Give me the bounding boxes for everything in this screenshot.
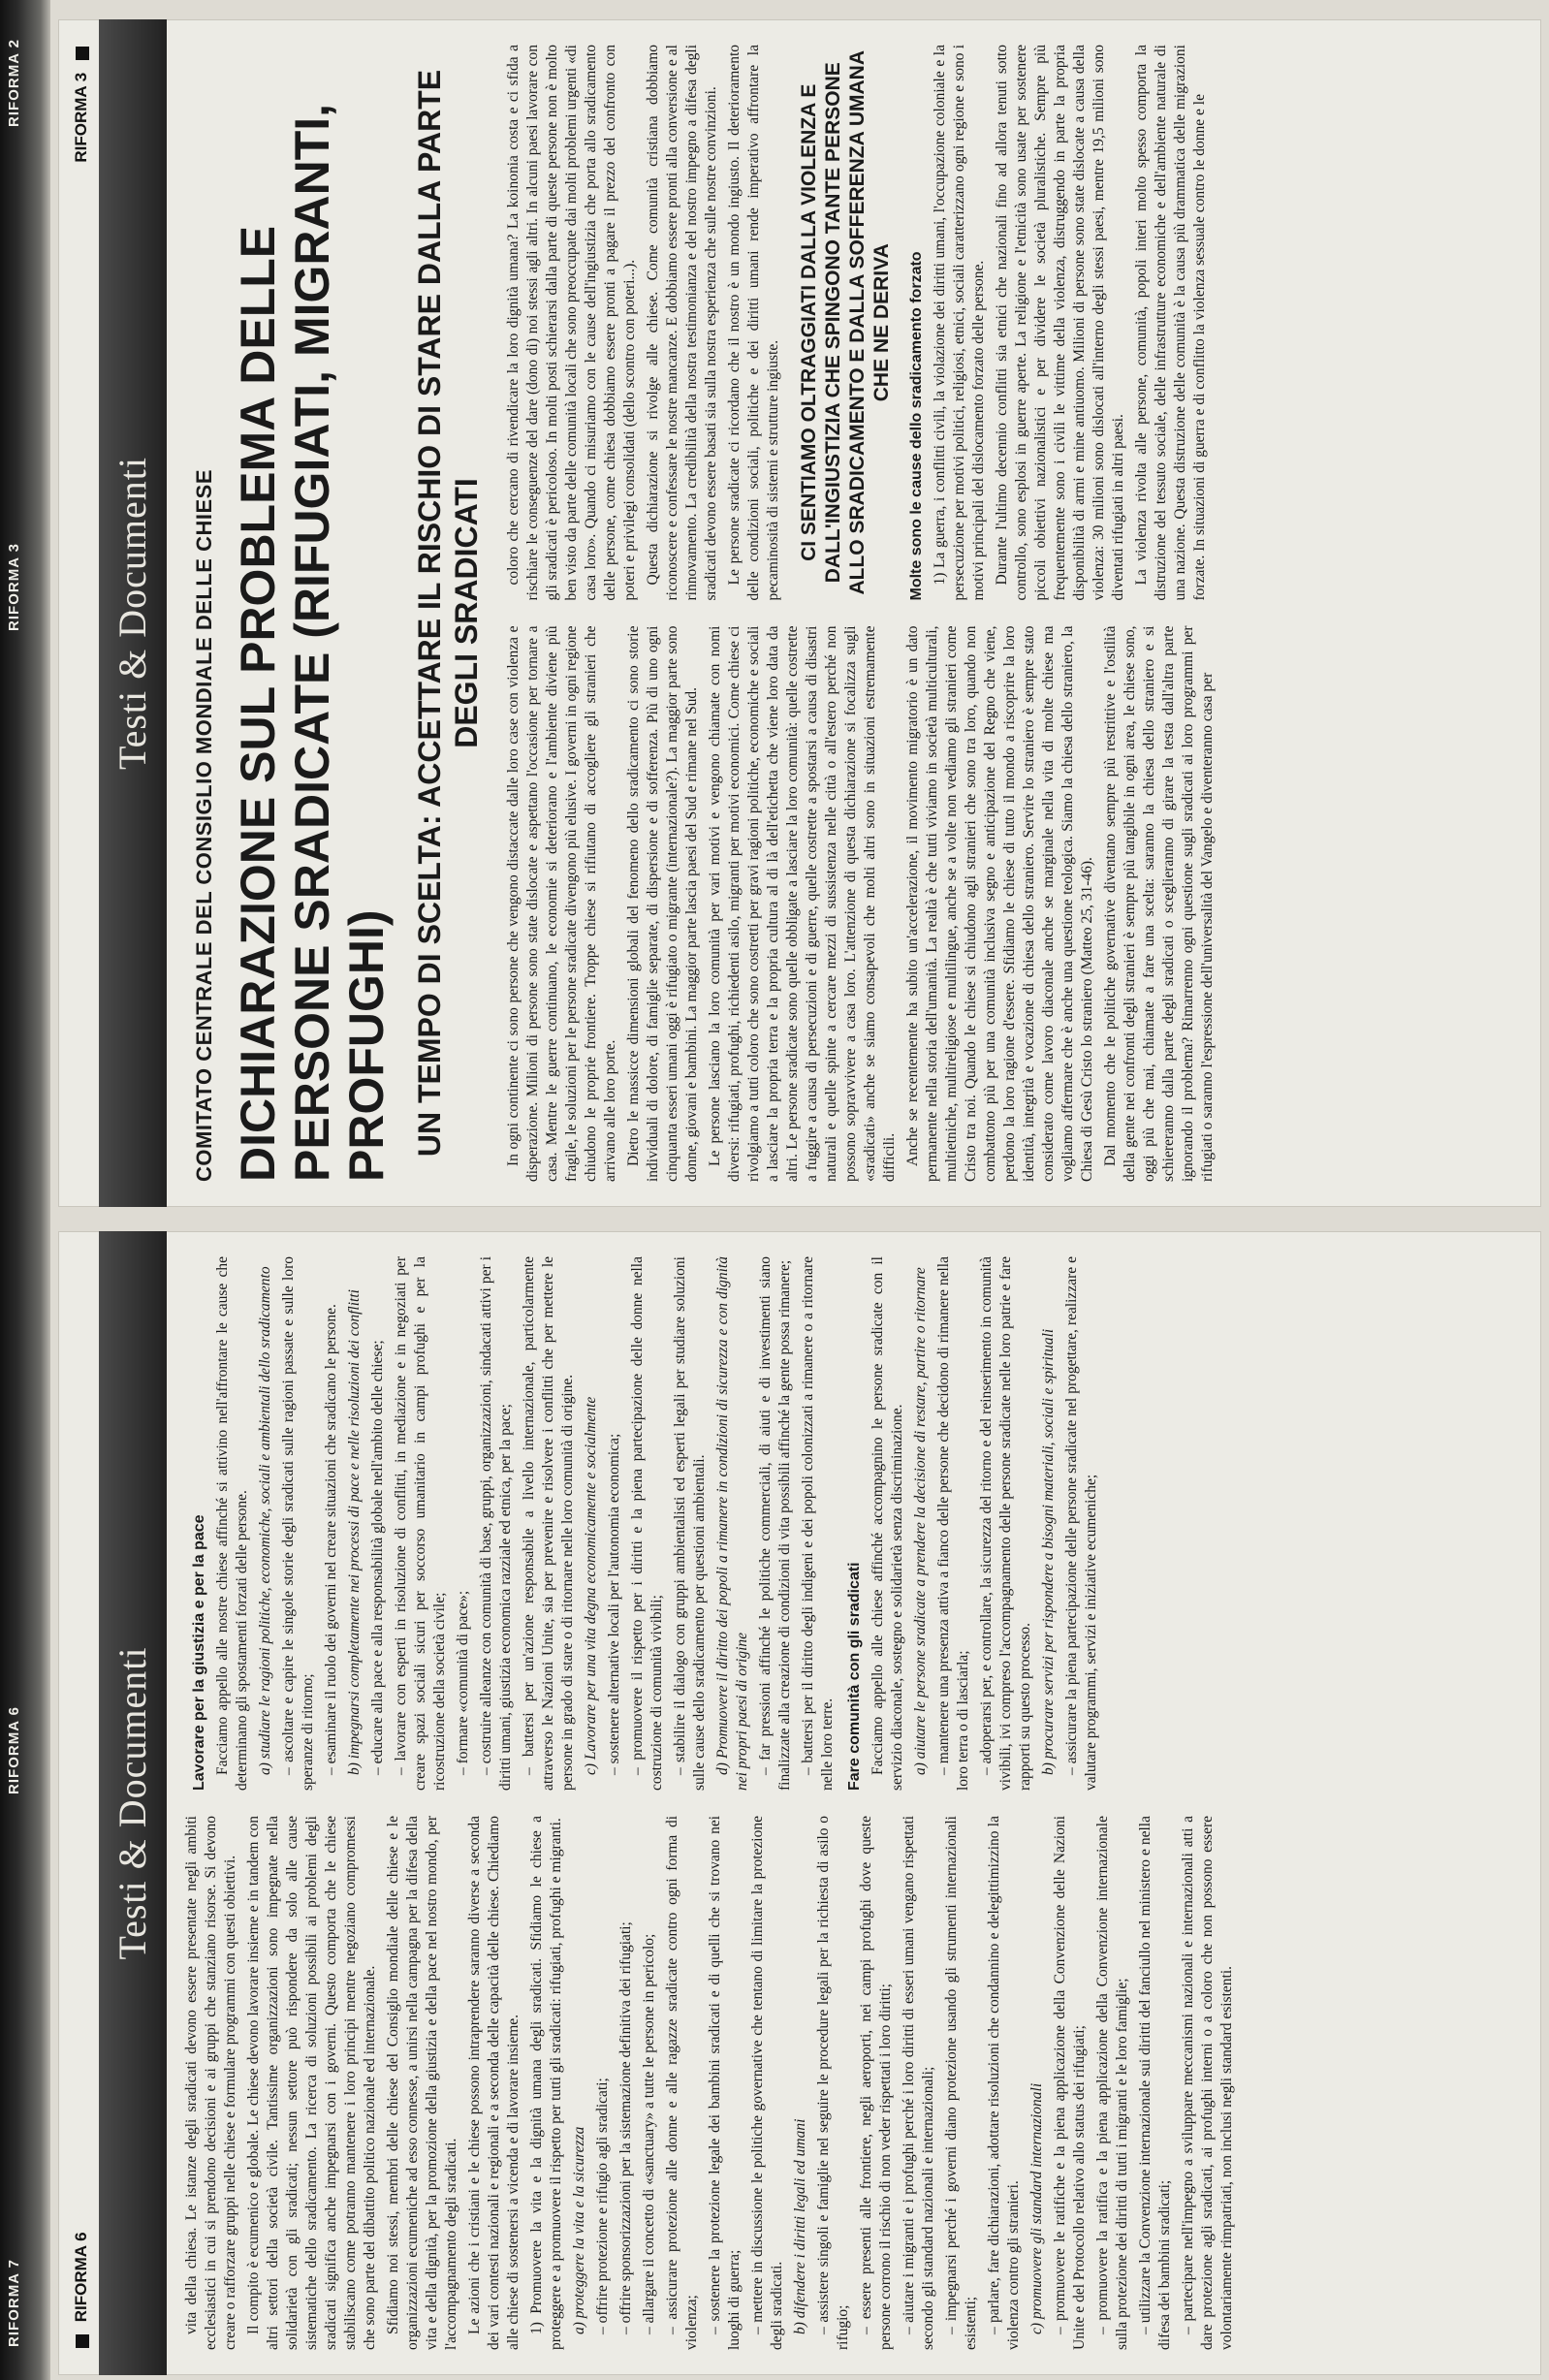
paragraph: Durante l'ultimo decennio conflitti sia etnici che nazionali fino ad allora tenuti sotto controllo, sono esplosi in guerre aperte. La religione e l'etnicità sono usate per sostenere piccoli obiettivi nazionalistici e per dividere le società pluralistiche. Sempre più frequentemente sono i civili le vittime della violenza, distruggendo in parte la propria disponibilità di armi e mine antiuomo. Milioni di persone sono state dislocate a causa della violenza: 30 milioni sono dislocati all'interno degli stessi paesi, mentre 19,5 milioni sono diventati rifugiati in altri paesi.: [994, 45, 1126, 601]
list-heading: a) proteggere la vita e la sicurezza: [571, 2126, 587, 2334]
article-subtitle: UN TEMPO DI SCELTA: ACCETTARE IL RISCHIO DI STARE DALLA PARTE DEGLI SRADICATI: [412, 69, 484, 1158]
list-heading: b) procurare servizi per rispondere a bisogni materiali, sociali e spirituali: [1040, 1328, 1057, 1775]
folio-brand: RIFORMA: [72, 2245, 90, 2323]
paragraph: Sfidiamo noi stessi, membri delle chiese del Consiglio mondiale delle chiese e le organizzazioni ecumeniche ad esso connesse, a unirsi nella campagna per la difesa della vita e della dignità, per la promozione della giustizia e della pace nel nostro mondo, per l'accompagnamento degli sradicati.: [385, 1816, 459, 2350]
paragraph: 1) La guerra, i conflitti civili, la violazione dei diritti umani, l'occupazione coloniale e la persecuzione per motivi politici, religiosi, etnici, sociali caratterizzano ogni regione e sono i motivi principali del dislocamento forzato delle persone.: [932, 45, 987, 601]
list-heading: c) promuovere gli standard internazionali: [1028, 2082, 1045, 2334]
paragraph: – utilizzare la Convenzione internazionale sui diritti del fanciullo nel ministero e nella difesa dei bambini sradicati;: [1137, 1816, 1173, 2350]
callout-heading: CI SENTIAMO OLTRAGGIATI DALLA VIOLENZA E DALL'INGIUSTIZIA CHE SPINGONO TANTE PERSONE ALLO SRADICAMENTO E DALLA SOFFERENZA UMANA CHE NE DERIVA: [798, 49, 893, 595]
paragraph: – assistere singoli e famiglie nel seguire le procedure legali per la richiesta di asilo o rifugio;: [815, 1816, 851, 2350]
paragraph: Le azioni che i cristiani e le chiese possono intraprendere saranno diverse a seconda dei vari contesti nazionali e regionali e a seconda delle capacità delle chiese. Chiediamo alle chiese di sostenersi a vicenda e di lavorare insieme.: [466, 1816, 522, 2350]
paragraph: – allargare il concetto di «sanctuary» a tutte le persone in pericolo;: [641, 1933, 657, 2334]
square-bullet-icon: [76, 2334, 89, 2348]
paragraph: – esaminare il ruolo dei governi nel creare situazioni che sradicano le persone.: [323, 1304, 339, 1775]
right-body: [504, 45, 1512, 1182]
section-subheading: Lavorare per la giustizia e per la pace: [191, 1514, 207, 1791]
list-heading: b) difendere i diritti legali ed umani: [792, 2118, 808, 2334]
paragraph: – partecipare nell'impegno a sviluppare meccanismi nazionali e internazionali atti a dare protezione agli sradicati, ai profughi interni o a coloro che non possono essere volontariamente rimpatriati, non inclusi negli standard esistenti.: [1180, 1816, 1235, 2350]
paragraph: – battersi per un'azione responsabile a livello internazionale, particolarmente attraverso le Nazioni Unite, sia per prevenire e risolvere i conflitti che per mettere le persone in grado di stare o di ritornare nelle loro comunità di origine.: [521, 1256, 576, 1791]
folio-number: 6: [72, 2232, 90, 2241]
paragraph: – assicurare la piena partecipazione delle persone sradicate nel progettare, realizzare e valutare programmi, servizi e iniziative ecumeniche;: [1063, 1256, 1099, 1791]
paragraph: – costruire alleanze con comunità di base, gruppi, organizzazioni, sindacati attivi per i diritti umani, giustizia economica razziale ed etnica, per la pace;: [478, 1256, 514, 1791]
paragraph: Questa dichiarazione si rivolge alle chiese. Come comunità cristiana dobbiamo riconoscere e confessare le nostre mancanze. E dobbiamo essere pronti alla conversione e al rinnovamento. La credibilità della nostra testimonianza e del nostro impegno a difesa degli sradicati devono essere basati sia sulla nostra esperienza che sulle nostre convinzioni.: [645, 45, 719, 601]
paragraph: Dietro le massicce dimensioni globali del fenomeno dello sradicamento ci sono storie individuali di dolore, di famiglie separate, di dispersione e di sofferenza. Più di uno ogni cinquanta esseri umani oggi è rifugiato o migrante (internazionale?). La maggior parte sono donne, giovani e bambini. La maggior parte lascia paesi del Sud e rimane nel Sud.: [625, 625, 700, 1182]
gutter-folio: RIFORMA 2: [6, 39, 22, 127]
paragraph: Facciamo appello alle chiese affinché accompagnino le persone sradicate con il servizio diaconale, sostegno e solidarietà senza discriminazione.: [869, 1256, 905, 1791]
paragraph: coloro che cercano di rivendicare la loro dignità umana? La koinonia costa e ci sfida a rischiare le conseguenze del dare (dono di) noi stessi agli altri. In alcuni paesi lavorare con gli sradicati è pericoloso. In molti posti schierarsi dalla parte di queste persone non è molto ben visto da parte delle comunità locali che sono preoccupate dai molti problemi urgenti «di casa loro». Quando ci misuriamo con le cause dell'ingiustizia che porta allo sradicamento delle persone, come chiesa dobbiamo essere pronti a pagare il prezzo del confronto con poteri e privilegi consolidati (dello scontro con poteri...).: [505, 45, 638, 601]
left-page: [58, 1231, 1541, 2375]
square-bullet-icon: [76, 47, 89, 60]
paragraph: – sostenere la protezione legale dei bambini sradicati e di quelli che si trovano nei luoghi di guerra;: [707, 1816, 743, 2350]
paragraph: – formare «comunità di pace»;: [455, 1590, 471, 1775]
paragraph: – offrire protezione e rifugio agli sradicati;: [594, 2078, 611, 2334]
paragraph: – essere presenti alle frontiere, negli aeroporti, nei campi profughi dove queste persone corrono il rischio di non veder rispettati i loro diritti;: [858, 1816, 894, 2350]
article-column: [504, 45, 1512, 601]
paragraph: La violenza rivolta alle persone, comunità, popoli interi molto spesso comporta la distruzione del tessuto sociale, delle infrastrutture economiche e dell'ambiente naturale di una nazione. Questa distruzione delle comunità è la causa più drammatica delle migrazioni forzate. In situazioni di guerra e di conflitto la violenza sessuale contro le donne e le: [1133, 45, 1208, 601]
article-kicker: COMITATO CENTRALE DEL CONSIGLIO MONDIALE DELLE CHIESE: [192, 468, 216, 1182]
paragraph: – aiutare i migranti e i profughi perché i loro diritti di esseri umani vengano rispettati secondo gli standard nazionali e internazionali;: [901, 1816, 936, 2350]
article-column: [182, 1816, 1512, 2350]
gutter-folio: RIFORMA 7: [6, 2259, 22, 2347]
list-heading: d) Promuovere il diritto dei popoli a rimanere in condizioni di sicurezza e con dignità nei propri paesi di origine: [714, 1256, 750, 1791]
right-folio: [68, 19, 97, 1207]
paragraph: – parlare, fare dichiarazioni, adottare risoluzioni che condannino e delegittimizzino la violenza contro gli stranieri.: [986, 1816, 1022, 2350]
list-heading: a) aiutare le persone sradicate a prendere la decisione di restare, partire o ritornare: [912, 1267, 929, 1775]
gutter-folios: [6, 0, 45, 2380]
right-page: [58, 19, 1541, 1207]
paragraph: 1) Promuovere la vita e la dignità umana degli sradicati. Sfidiamo le chiese a proteggere e a promuovere il rispetto per tutti gli sradicati: rifugiati, profughi e migranti.: [528, 1816, 564, 2350]
paragraph: Il compito è ecumenico e globale. Le chiese devono lavorare insieme e in tandem con altri settori della società civile. Tantissime organizzazioni sono impegnate nella solidarietà con gli sradicati; nessun settore può rispondere da solo alle cause sistematiche dello sradicamento. La ricerca di soluzioni possibili ai problemi degli sradicati significa anche impegnarsi con i governi. Questo comporta che le chiese stabiliscano come potranno mantenere i loro principi mentre negoziano compromessi che sono parte del dibattito politico nazionale ed internazionale.: [245, 1816, 378, 2350]
paragraph: Le persone lasciano la loro comunità per vari motivi e vengono chiamate con nomi diversi: rifugiati, profughi, richiedenti asilo, migranti per motivi economici. Come chiese ci rivolgiamo a tutti coloro che sono costretti per gravi ragioni politiche, economiche e sociali a lasciare la propria terra e la propria cultura al di là dell'etichetta che viene loro data da altri. Le persone sradicate sono quelle obbligate a lasciare la loro comunità: quelle costrette a fuggire a causa di persecuzioni e di guerre, quelle costrette a spostarsi a causa di disastri naturali e quelle spinte a cercare mezzi di sussistenza nelle città o all'estero perché non possono sopravvivere a casa loro. L'attenzione di questa dichiarazione si focalizza sugli «sradicati» anche se siamo consapevoli che molti altri sono in situazioni estremamente difficili.: [707, 625, 898, 1182]
section-subheading: Fare comunità con gli sradicati: [846, 1562, 863, 1791]
paragraph: – mantenere una presenza attiva a fianco delle persone che decidono di rimanere nella loro terra o di lasciarla;: [935, 1256, 971, 1791]
section-banner: Testi & Documenti: [99, 1231, 167, 2375]
paragraph: – offrire sponsorizzazioni per la sistemazione definitiva dei rifugiati;: [617, 1921, 634, 2334]
folio-brand: RIFORMA: [72, 85, 90, 163]
paragraph: Anche se recentemente ha subito un'accelerazione, il movimento migratorio è un dato permanente nella storia dell'umanità. La realtà è che tutti viviamo in società multiculturali, multietniche, multireligiose e multilingue, anche se a volte non vediamo gli stranieri come Cristo tra noi. Quando le chiese si chiudono agli stranieri che sono tra loro, quando non combattono più per una comunità inclusiva segno e anticipazione del Regno che viene, perdono la loro ragione d'essere. Sfidiamo le chiese di tutto il mondo a riscoprire la loro identità, integrità e vocazione di chiesa dello straniero. Servire lo straniero è sempre stato considerato come lavoro diaconale anche se marginale nella vita di molte chiese ma vogliamo affermare che è anche una questione teologica. Siamo la chiesa dello straniero, la Chiesa di Gesù Cristo lo straniero (Matteo 25, 31-46).: [904, 625, 1095, 1182]
paragraph: Dal momento che le politiche governative diventano sempre più restrittive e l'ostilità della gente nei confronti degli stranieri è sempre più tangibile in ogni area, le chiese sono, oggi più che mai, chiamate a fare una scelta: saranno la chiesa dello straniero e si schiereranno dalla parte degli sradicati o sceglieranno di girare la testa dall'altra parte ignorando il problema? Rimarrenno ogni questione sugli sradicati ai loro programmi per rifugiati o saranno l'espressione dell'universalità del Vangelo e diventeranno casa per: [1102, 625, 1216, 1182]
list-heading: c) Lavorare per una vita degna economicamente e socialmente: [583, 1396, 599, 1775]
article-column: [182, 1256, 1512, 1791]
article-title: DICHIARAZIONE SUL PROBLEMA DELLE PERSONE SRADICATE (RIFUGIATI, MIGRANTI, PROFUGHI): [231, 103, 394, 1182]
paragraph: Le persone sradicate ci ricordano che il nostro è un mondo ingiusto. Il deterioramento delle condizioni sociali, politiche e dei diritti umani rende imperativo affrontare la pecaminosità di sistemi e strutture ingiuste.: [726, 45, 781, 601]
paragraph: vita della chiesa. Le istanze degli sradicati devono essere presentate negli ambiti ecclesiastici in cui si prendono decisioni e ai gruppi che stanziano risorse. Si devono creare o rafforzare gruppi nelle chiese e formulare programmi con questi obiettivi.: [183, 1816, 238, 2350]
paragraph: Facciamo appello alle nostre chiese affinché si attivino nell'affrontare le cause che determinano gli spostamenti forzati delle persone.: [214, 1256, 250, 1791]
paragraph: – mettere in discussione le politiche governative che tentano di limitare la protezione degli sradicati.: [749, 1816, 785, 2350]
list-heading: a) studiare le ragioni politiche, economiche, sociali e ambientali dello sradicamento: [257, 1266, 273, 1775]
list-heading: b) impegnarsi completamente nei processi di pace e nelle risoluzioni dei conflitti: [346, 1289, 363, 1775]
paragraph: In ogni continente ci sono persone che vengono distaccate dalle loro case con violenza e disperazione. Milioni di persone sono state dislocate e aspettano l'occasione per tornare a casa. Mentre le guerre continuano, le economie si deteriorano e l'ambiente diviene più fragile, le soluzioni per le persone sradicate divengono più elusive. I governi in ogni regione chiudono le proprie frontiere. Troppe chiese si rifiutano di accogliere gli stranieri che arrivano alle loro porte.: [505, 625, 618, 1182]
paragraph: – far pressioni affinché le politiche commerciali, di aiuti e di investimenti siano finalizzate alla creazione di condizioni di vita possibili affinché la gente possa rimanere;: [757, 1256, 793, 1791]
section-subheading: Molte sono le cause dello sradicamento forzato: [908, 251, 925, 601]
newspaper-spread: [58, 19, 1541, 2375]
paragraph: – assicurare protezione alle donne e alle ragazze sradicate contro ogni forma di violenza;: [664, 1816, 700, 2350]
paragraph: – adoperarsi per, e controllare, la sicurezza del ritorno e del reinserimento in comunità vivibili, ivi compreso l'accompagnamento delle persone sradicate nelle loro patrie e fare rapporti su questo processo.: [978, 1256, 1033, 1791]
paragraph: – promuovere la ratifica e la piena applicazione della Convenzione internazionale sulla protezione dei diritti di tutti i migranti e le loro famiglie;: [1094, 1816, 1130, 2350]
paragraph: – stabilire il dialogo con gruppi ambientalisti ed esperti legali per studiare soluzioni sulle cause dello sradicamento per questioni ambientali.: [672, 1256, 708, 1791]
paragraph: – sostenere alternative locali per l'autonomia economica;: [606, 1433, 622, 1775]
paragraph: – impegnarsi perché i governi diano protezione usando gli strumenti internazionali esistenti;: [943, 1816, 979, 2350]
paragraph: – ascoltare e capire le singole storie degli sradicati sulle ragioni passate e sulle loro speranze di ritorno;: [280, 1256, 316, 1791]
paragraph: – promuovere il rispetto per i diritti e la piena partecipazione delle donne nella costruzione di comunità vivibili;: [629, 1256, 665, 1791]
paragraph: – promuovere le ratifiche e la piena applicazione della Convenzione delle Nazioni Unite e del Protocollo relativo allo status dei rifugiati;: [1052, 1816, 1088, 2350]
folio-number: 3: [72, 72, 90, 82]
paragraph: – lavorare con esperti in risoluzione di conflitti, in mediazione e in negoziati per creare spazi sociali sicuri per soccorso umanitario in campi profughi e per la ricostruzione della società civile;: [393, 1256, 448, 1791]
gutter-folio: RIFORMA 3: [6, 543, 22, 631]
paragraph: – battersi per il diritto degli indigeni e dei popoli colonizzati a rimanere o a ritornare nelle loro terre.: [800, 1256, 836, 1791]
left-columns: [182, 1256, 1512, 2350]
gutter-folio: RIFORMA 6: [6, 1706, 22, 1794]
section-banner: Testi & Documenti: [99, 19, 167, 1207]
right-columns: [182, 45, 1512, 1182]
left-folio: [68, 1231, 97, 2375]
article-column: [504, 626, 1512, 1183]
paragraph: – educare alla pace e alla responsabilità globale nell'ambito delle chiese;: [369, 1340, 386, 1775]
